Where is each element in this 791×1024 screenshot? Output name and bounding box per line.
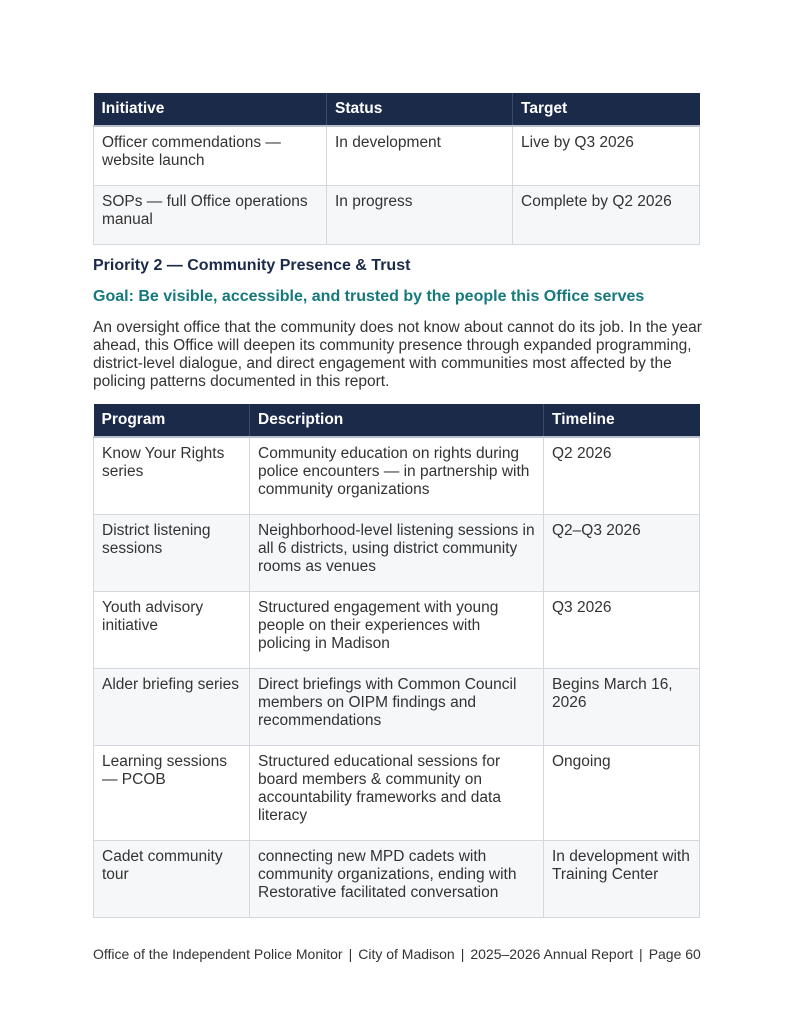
footer-separator: |: [460, 946, 465, 962]
priority-heading: Priority 2 — Community Presence & Trust: [93, 257, 411, 274]
table-cell: Youth advisory initiative: [94, 591, 250, 668]
intro-paragraph: An oversight office that the community does not know about cannot do its job. In the year ahead, this Office will deepen its community presence through expanded programming, district-level dialogue, and direct engagement with communities most affected by the policing patterns documented in this report.: [93, 319, 702, 390]
footer-office: Office of the Independent Police Monitor: [93, 946, 343, 962]
table-cell: Cadet community tour: [94, 840, 250, 917]
table-cell: In development: [327, 126, 513, 185]
table-row: [94, 185, 700, 244]
table-cell: Live by Q3 2026: [513, 126, 700, 185]
column-header-initiative: Initiative: [94, 93, 327, 126]
initiatives-table: [93, 93, 700, 245]
table-row: [94, 745, 700, 840]
column-header-status: Status: [327, 93, 513, 126]
table-row: [94, 591, 700, 668]
table-cell: Q2 2026: [544, 437, 700, 514]
table-cell: connecting new MPD cadets with community organizations, ending with Restorative facilitated conversation: [250, 840, 544, 917]
table-cell: Q2–Q3 2026: [544, 514, 700, 591]
table-cell: In development with Training Center: [544, 840, 700, 917]
programs-table: [93, 404, 700, 918]
table-cell: Complete by Q2 2026: [513, 185, 700, 244]
table-cell: In progress: [327, 185, 513, 244]
table-cell: Direct briefings with Common Council members on OIPM findings and recommendations: [250, 668, 544, 745]
table-cell: Structured educational sessions for board members & community on accountability frameworks and data literacy: [250, 745, 544, 840]
table-cell: Q3 2026: [544, 591, 700, 668]
table-cell: Alder briefing series: [94, 668, 250, 745]
table-row: [94, 668, 700, 745]
table-header-row: [94, 404, 700, 437]
table-cell: Structured engagement with young people on their experiences with policing in Madison: [250, 591, 544, 668]
table-cell: Officer commendations — website launch: [94, 126, 327, 185]
table-cell: Learning sessions — PCOB: [94, 745, 250, 840]
footer-report: 2025–2026 Annual Report: [470, 946, 634, 962]
table-cell: Community education on rights during police encounters — in partnership with community organizations: [250, 437, 544, 514]
column-header-description: Description: [250, 404, 544, 437]
footer-city: City of Madison: [358, 946, 455, 962]
table-header-row: [94, 93, 700, 126]
table-cell: Ongoing: [544, 745, 700, 840]
page-footer: [93, 946, 701, 962]
column-header-timeline: Timeline: [544, 404, 700, 437]
table-row: [94, 126, 700, 185]
column-header-program: Program: [94, 404, 250, 437]
footer-separator: |: [639, 946, 643, 962]
goal-heading: Goal: Be visible, accessible, and trusted by the people this Office serves: [93, 288, 645, 305]
table-cell: District listening sessions: [94, 514, 250, 591]
table-cell: Begins March 16, 2026: [544, 668, 700, 745]
table-row: [94, 514, 700, 591]
footer-separator: |: [348, 946, 353, 962]
table-cell: Neighborhood-level listening sessions in all 6 districts, using district community rooms as venues: [250, 514, 544, 591]
footer-page-number: Page 60: [648, 946, 701, 962]
table-cell: SOPs — full Office operations manual: [94, 185, 327, 244]
column-header-target: Target: [513, 93, 700, 126]
table-row: [94, 437, 700, 514]
table-row: [94, 840, 700, 917]
table-cell: Know Your Rights series: [94, 437, 250, 514]
